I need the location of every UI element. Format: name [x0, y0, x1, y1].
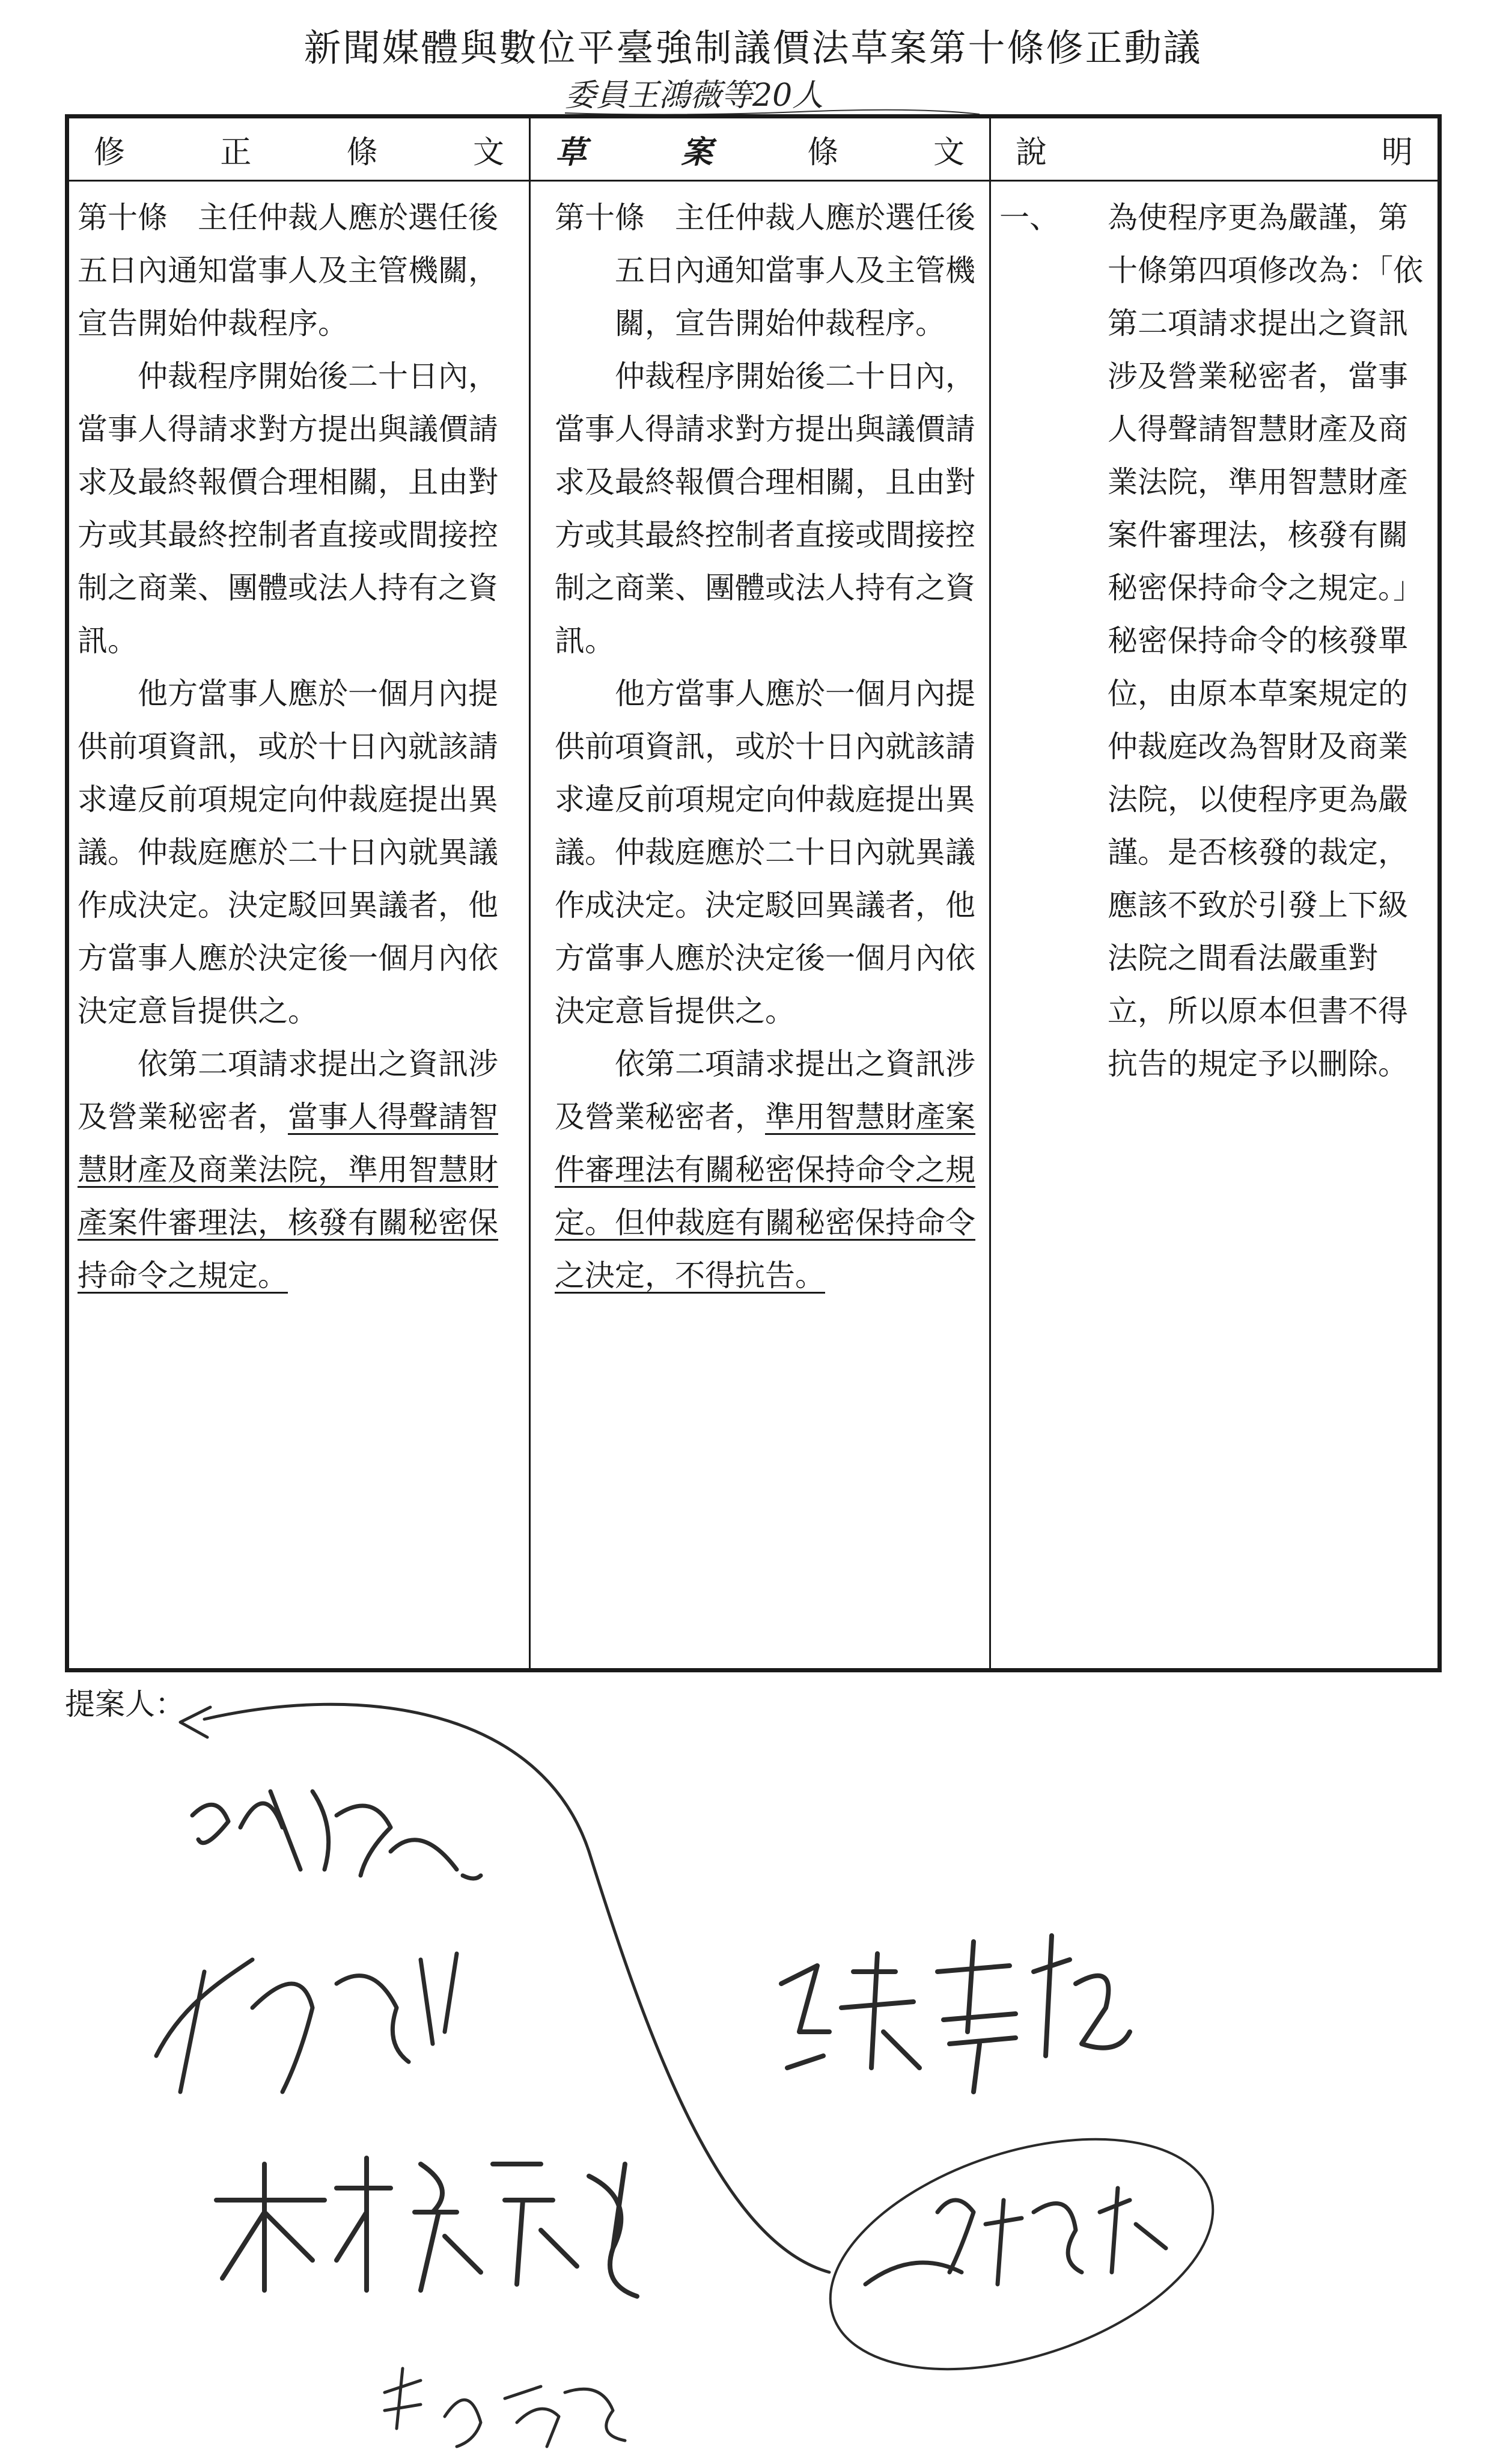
amended-paragraph-3: 他方當事人應於一個月內提供前項資訊，或於十日內就該請求違反前項規定向仲裁庭提出異議。仲裁庭應於二十日內就異議作成決定。決定駁回異議者，他方當事人應於決定後一個月內依決定意旨提供之。 — [78, 676, 498, 1029]
signature-2 — [156, 1954, 457, 2092]
signature-3 — [216, 2158, 637, 2296]
arrow-line — [204, 1704, 829, 2272]
amended-paragraph-4: 依第二項請求提出之資訊涉及營業秘密者，當事人得聲請智慧財產及商業法院，準用智慧財產案件審理法，核發有關秘密保持命令之規定。 — [78, 1047, 498, 1293]
draft-paragraph-3: 他方當事人應於一個月內提供前項資訊，或於十日內就該請求違反前項規定向仲裁庭提出異議。仲裁庭應於二十日內就異議作成決定。決定駁回異議者，他方當事人應於決定後一個月內依決定意旨提供之。 — [555, 676, 975, 1029]
draft-underlined-text: 準用智慧財產案件審理法有關秘密保持命令之規定。但仲裁庭有關秘密保持命令之決定，不得抗告。 — [555, 1099, 975, 1293]
amended-paragraph-1: 第十條 主任仲裁人應於選任後五日內通知當事人及主管機關，宣告開始仲裁程序。 — [78, 200, 498, 341]
signature-1 — [192, 1791, 481, 1879]
table-header-row — [67, 117, 1440, 181]
header-amended-text: 修 正 條 文 — [67, 117, 530, 181]
draft-paragraph-4: 依第二項請求提出之資訊涉及營業秘密者，準用智慧財產案件審理法有關秘密保持命令之規定。但仲裁庭有關秘密保持命令之決定，不得抗告。 — [555, 1047, 975, 1293]
amended-text-cell — [67, 181, 530, 1671]
signatures — [0, 1671, 1506, 2453]
handwritten-note — [559, 71, 992, 119]
proposer-label: 提案人： — [65, 1687, 185, 1722]
header-draft-text: 草 案 條 文 — [530, 117, 990, 181]
header-explanation: 說 明 — [990, 117, 1440, 181]
signature-6 — [385, 2368, 625, 2447]
explanation-item-1: 一、 為使程序更為嚴謹，第十條第四項修改為：「依第二項請求提出之資訊涉及營業秘密者，當事人得聲請智慧財產及商業法院，準用智慧財產案件審理法，核發有關秘密保持命令之規定。」秘密保持命令的核發單位，由原本草案規定的仲裁庭改為智財及商業法院，以使程序更為嚴謹。是否核發的裁定，應該不致於引發上下級法院之間看法嚴重對立，所以原本但書不得抗告的規定予以刪除。 — [999, 200, 1423, 1081]
document-title: 新聞媒體與數位平臺強制議價法草案第十條修正動議 — [303, 26, 1203, 70]
table-body-row — [67, 181, 1440, 1671]
svg-text:委員王鴻薇等20人: 委員王鴻薇等20人 — [565, 78, 824, 114]
amended-underlined-change: 當事人得聲請智慧財產及商業法院，準用智慧財產案件審理法，核發有關秘密保持命令之規定。 — [78, 1099, 498, 1293]
signature-4 — [781, 1936, 1130, 2092]
explanation-cell — [990, 181, 1440, 1671]
arrow-head-icon — [180, 1707, 210, 1737]
amendment-table — [65, 114, 1442, 1672]
draft-paragraph-1: 第十條 主任仲裁人應於選任後五日內通知當事人及主管機關，宣告開始仲裁程序。 — [555, 200, 975, 341]
amended-paragraph-2: 仲裁程序開始後二十日內，當事人得請求對方提出與議價請求及最終報價合理相關，且由對方或其最終控制者直接或間接控制之商業、團體或法人持有之資訊。 — [78, 359, 498, 658]
draft-text-cell — [530, 181, 990, 1671]
draft-paragraph-2: 仲裁程序開始後二十日內，當事人得請求對方提出與議價請求及最終報價合理相關，且由對方或其最終控制者直接或間接控制之商業、團體或法人持有之資訊。 — [555, 359, 975, 658]
signature-5 — [802, 2096, 1242, 2412]
